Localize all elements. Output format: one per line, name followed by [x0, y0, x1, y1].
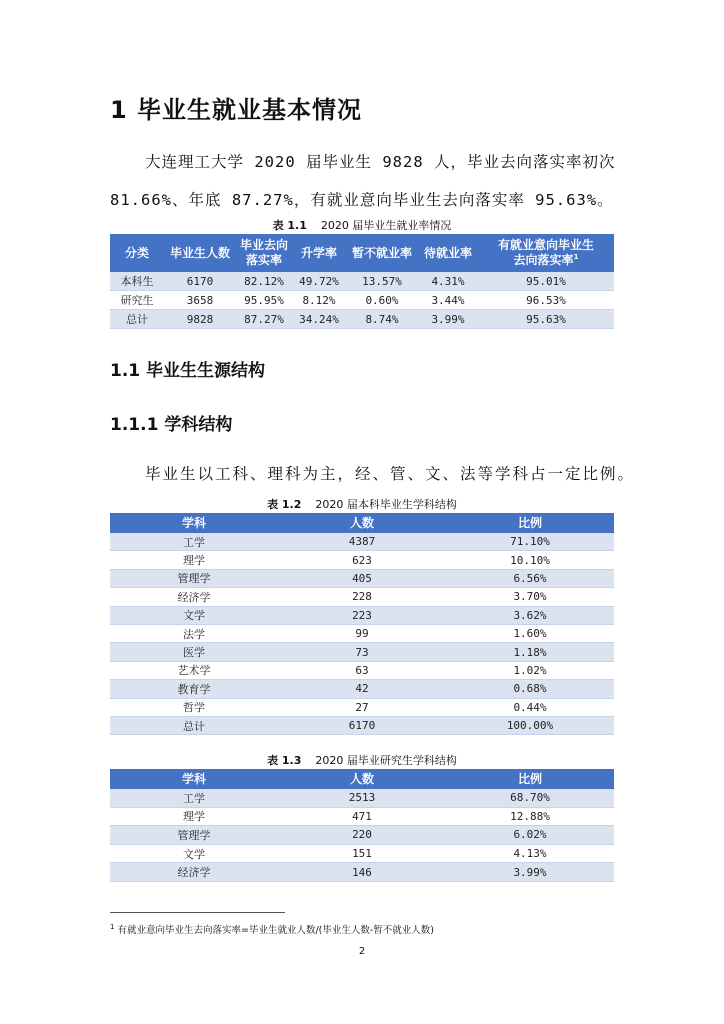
table-cell: 医学: [110, 643, 278, 661]
section-heading-1-1-1: 1.1.1 学科结构: [110, 415, 233, 435]
table-cell: 8.74%: [346, 310, 418, 329]
table-cell: 96.53%: [478, 291, 614, 310]
table-cell: 9828: [164, 310, 236, 329]
header-line: 去向落实率: [513, 253, 574, 267]
table-cell: 1.60%: [446, 624, 614, 642]
table-cell: 82.12%: [236, 272, 292, 291]
table-3-caption: [110, 752, 614, 768]
header-line: 落实率: [245, 253, 282, 267]
table-cell: 6170: [278, 716, 446, 734]
header-line: 有就业意向毕业生: [497, 238, 594, 252]
table-cell: 经济学: [110, 863, 278, 882]
table-row: [110, 569, 614, 587]
table-cell: 3.70%: [446, 588, 614, 606]
table-cell: 经济学: [110, 588, 278, 606]
table-cell: 68.70%: [446, 789, 614, 807]
table-3-caption-title: 2020 届毕业研究生学科结构: [315, 754, 457, 767]
column-header: 分类: [110, 234, 164, 272]
table-cell: 223: [278, 606, 446, 624]
table-cell: 99: [278, 624, 446, 642]
table-cell: 27: [278, 698, 446, 716]
table-cell: 哲学: [110, 698, 278, 716]
table-cell: 4387: [278, 533, 446, 551]
table-row: [110, 789, 614, 807]
table-cell: 理学: [110, 807, 278, 826]
table-3-caption-label: 表 1.3: [267, 754, 302, 767]
column-header: 人数: [278, 769, 446, 789]
table-cell: 文学: [110, 844, 278, 863]
table-header-row: [110, 513, 614, 533]
table-row: [110, 807, 614, 826]
table-cell: 95.95%: [236, 291, 292, 310]
intro-paragraph-line-1: 大连理工大学 2020 届毕业生 9828 人，毕业去向落实率初次: [145, 153, 616, 171]
table-row: [110, 606, 614, 624]
footnote-marker: 1: [573, 253, 579, 261]
column-header: 待就业率: [418, 234, 478, 272]
table-1-caption: [110, 217, 614, 233]
undergraduate-subject-table: [110, 513, 614, 735]
table-cell: 3.62%: [446, 606, 614, 624]
table-row: [110, 624, 614, 642]
table-cell: 0.60%: [346, 291, 418, 310]
table-cell: 法学: [110, 624, 278, 642]
table-1-caption-title: 2020 届毕业生就业率情况: [320, 219, 452, 232]
table-cell: 95.63%: [478, 310, 614, 329]
page-number: 2: [358, 946, 366, 957]
column-header: 人数: [278, 513, 446, 533]
subject-paragraph: 毕业生以工科、理科为主，经、管、文、法等学科占一定比例。: [145, 465, 636, 483]
table-cell: 4.31%: [418, 272, 478, 291]
table-2-caption-label: 表 1.2: [267, 498, 302, 511]
table-cell: 8.12%: [292, 291, 346, 310]
table-cell: 95.01%: [478, 272, 614, 291]
table-cell: 151: [278, 844, 446, 863]
table-cell: 13.57%: [346, 272, 418, 291]
table-cell: 73: [278, 643, 446, 661]
section-heading-1-1: 1.1 毕业生生源结构: [110, 361, 266, 381]
table-cell: 12.88%: [446, 807, 614, 826]
table-row: [110, 291, 614, 310]
table-row: [110, 680, 614, 698]
table-row: [110, 310, 614, 329]
table-cell: 87.27%: [236, 310, 292, 329]
table-row: [110, 272, 614, 291]
table-cell: 405: [278, 569, 446, 587]
table-cell: 63: [278, 661, 446, 679]
table-cell: 3.99%: [418, 310, 478, 329]
table-cell: 工学: [110, 533, 278, 551]
table-cell: 教育学: [110, 680, 278, 698]
table-cell: 文学: [110, 606, 278, 624]
table-row: [110, 643, 614, 661]
table-cell: 49.72%: [292, 272, 346, 291]
table-cell: 100.00%: [446, 716, 614, 734]
table-row: [110, 588, 614, 606]
table-cell: 1.02%: [446, 661, 614, 679]
header-line: 毕业去向: [239, 238, 288, 252]
table-cell: 3658: [164, 291, 236, 310]
column-header: 升学率: [292, 234, 346, 272]
table-1-caption-label: 表 1.1: [272, 219, 307, 232]
table-row: [110, 661, 614, 679]
graduate-subject-table: [110, 769, 614, 882]
table-cell: 228: [278, 588, 446, 606]
table-cell: 6170: [164, 272, 236, 291]
footnote-marker: 1: [110, 922, 115, 931]
table-cell: 623: [278, 551, 446, 569]
table-2-caption-title: 2020 届本科毕业生学科结构: [315, 498, 457, 511]
table-cell: 管理学: [110, 569, 278, 587]
table-cell: 3.44%: [418, 291, 478, 310]
column-header-intent-placement-rate: [478, 234, 614, 272]
table-cell: 34.24%: [292, 310, 346, 329]
table-cell: 6.02%: [446, 826, 614, 845]
table-row: [110, 551, 614, 569]
table-cell: 146: [278, 863, 446, 882]
table-cell: 0.44%: [446, 698, 614, 716]
intro-paragraph-line-2: 81.66%、年底 87.27%，有就业意向毕业生去向落实率 95.63%。: [110, 191, 614, 209]
table-row: [110, 826, 614, 845]
table-cell: 理学: [110, 551, 278, 569]
footnote: [110, 922, 434, 936]
column-header: 比例: [446, 513, 614, 533]
table-header-row: [110, 769, 614, 789]
column-header: 暂不就业率: [346, 234, 418, 272]
table-cell: 1.18%: [446, 643, 614, 661]
footnote-divider: [110, 912, 285, 913]
column-header: 比例: [446, 769, 614, 789]
table-header-row: [110, 234, 614, 272]
section-heading-1: 1 毕业生就业基本情况: [110, 96, 363, 124]
table-cell: 工学: [110, 789, 278, 807]
table-cell: 研究生: [110, 291, 164, 310]
table-cell: 总计: [110, 716, 278, 734]
table-cell: 6.56%: [446, 569, 614, 587]
table-cell: 42: [278, 680, 446, 698]
table-cell: 总计: [110, 310, 164, 329]
employment-rate-table: [110, 234, 614, 329]
table-row: [110, 844, 614, 863]
table-cell: 本科生: [110, 272, 164, 291]
table-cell: 2513: [278, 789, 446, 807]
table-cell: 71.10%: [446, 533, 614, 551]
table-cell: 10.10%: [446, 551, 614, 569]
table-row: [110, 863, 614, 882]
table-cell: 3.99%: [446, 863, 614, 882]
table-2-caption: [110, 496, 614, 512]
table-cell: 4.13%: [446, 844, 614, 863]
column-header: 学科: [110, 769, 278, 789]
column-header: 学科: [110, 513, 278, 533]
table-row: [110, 716, 614, 734]
table-cell: 0.68%: [446, 680, 614, 698]
column-header-placement-rate: [236, 234, 292, 272]
table-cell: 471: [278, 807, 446, 826]
table-row: [110, 698, 614, 716]
column-header: 毕业生人数: [164, 234, 236, 272]
table-row: [110, 533, 614, 551]
table-cell: 220: [278, 826, 446, 845]
table-cell: 艺术学: [110, 661, 278, 679]
table-cell: 管理学: [110, 826, 278, 845]
footnote-text: 有就业意向毕业生去向落实率=毕业生就业人数/(毕业生人数-暂不就业人数): [117, 925, 435, 936]
